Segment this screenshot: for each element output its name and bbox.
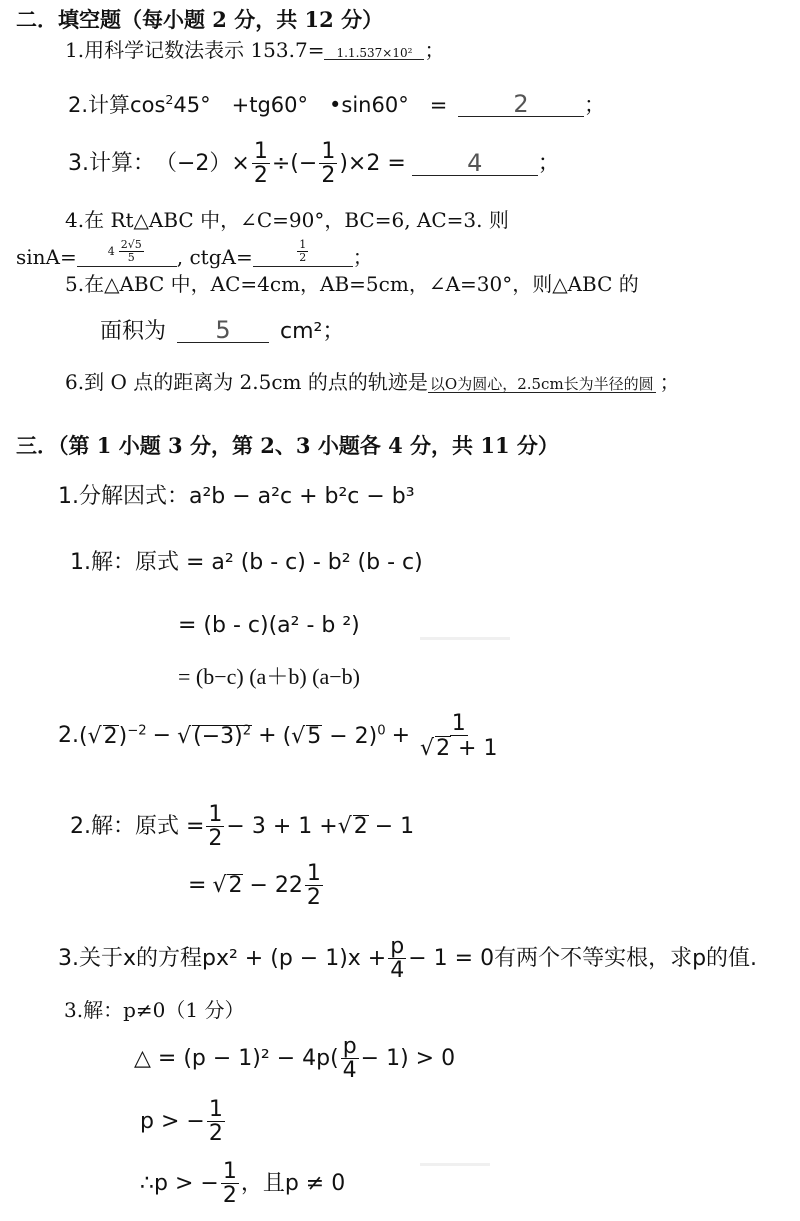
q3-expr-c: )×2 =: [339, 150, 406, 176]
q3-answer: 4: [467, 149, 483, 178]
q3-frac2-den: 2: [321, 163, 336, 189]
p3-ineq: p > −: [140, 1108, 205, 1134]
p2-q-term3: $(√5 - 2)^0$: [282, 723, 386, 749]
q6-suffix: ；: [659, 370, 680, 394]
q4-ctg-den: 2: [299, 250, 307, 264]
q4-sin-fraction: [119, 239, 144, 263]
q3-fraction-2: [319, 140, 337, 187]
q3-frac1-num: 1: [253, 139, 268, 164]
q6-answer-blank: [428, 377, 656, 393]
q4-line2: [16, 236, 373, 267]
q2-answer: 2: [513, 90, 529, 118]
p3-delta-line: [134, 1035, 455, 1082]
section3-heading: 三．（第 1 小题 3 分，第 2、3 小题各 4 分，共 11 分）: [16, 433, 559, 458]
p3-conc-fraction: $\frac{1}{2}$: [222, 1159, 237, 1209]
q3-expr-b: ÷(−: [271, 150, 318, 176]
p3-question-fraction: $\frac{p}{4}$: [390, 934, 405, 984]
q2-label: 2.计算: [68, 93, 131, 117]
p2-q-label: 2.: [58, 723, 79, 749]
p1-solution-line1: 1.解：原式 = a² (b - c) - b² (b - c): [70, 550, 423, 575]
q2-expr-b: 45° +tg60° •sin60° =: [173, 93, 448, 117]
q3-frac2-num: 1: [321, 139, 336, 164]
p2-solution-line2: [188, 862, 325, 909]
q3-frac1-den: 2: [253, 163, 268, 189]
p2-sol-b: − 1: [374, 813, 415, 839]
p2-solution-line1: [70, 803, 414, 850]
scan-smudge-2: [420, 1163, 490, 1166]
p3-solution-line1: 3.解：p≠0（1 分）: [64, 998, 245, 1022]
q3-suffix: ；: [537, 150, 560, 176]
q2-exponent: 2: [165, 92, 174, 107]
q1-prefix: 1.用科学记数法表示 153.7=: [65, 38, 325, 62]
p3-conc-a: ∴p > −: [140, 1170, 219, 1196]
q4-sin-coef: 4: [107, 244, 115, 258]
q5-answer: 5: [215, 316, 231, 344]
p2-sol-a: − 3 + 1 +: [226, 813, 338, 839]
p2-q-fraction: $\frac{1}{√2 + 1}$: [420, 711, 498, 762]
q4-ctg-fraction: [297, 239, 308, 263]
q3-fraction-1: [252, 140, 270, 187]
p2-q-minus: −: [152, 723, 172, 749]
p3-delta-a: △ = (p − 1)² − 4p(: [134, 1045, 339, 1071]
q6-line: [65, 372, 680, 393]
p3-ineq-fraction: $\frac{1}{2}$: [208, 1097, 223, 1147]
q4-ctg-num: 1: [299, 237, 307, 251]
q3-answer-blank: [412, 151, 538, 176]
p2-question: [58, 712, 501, 760]
q1-answer: 1.1.537×10²: [336, 46, 413, 60]
q3-expr-a: （−2）×: [155, 150, 250, 176]
q4-sin-num: 2√5: [120, 237, 142, 251]
p2-q-plus2: +: [391, 723, 411, 749]
q2-expr-a: cos: [130, 93, 166, 117]
p3-delta-fraction: $\frac{p}{4}$: [342, 1034, 357, 1084]
q4-sin-den: 5: [127, 250, 135, 264]
p2-sol2-mixed-whole: 2: [288, 872, 303, 898]
p2-sol2-b: − 2: [249, 872, 289, 898]
q3-label: 3.计算：: [68, 150, 155, 176]
p2-sol2-sqrt2: √2: [212, 873, 243, 899]
p1-solution-line3: = (b−c) (a＋b) (a−b): [178, 664, 360, 689]
q5-label: 面积为: [100, 319, 167, 344]
q4-sin-answer-blank: [77, 236, 177, 267]
q1-line: [65, 40, 444, 60]
q4-sin-label: sinA=: [16, 245, 77, 269]
p3-conc-b: ，且p ≠ 0: [240, 1170, 346, 1196]
p2-sol-sqrt2: √2: [337, 814, 368, 840]
p3-inequality-line: [140, 1098, 227, 1145]
p2-sol-half: $\frac{1}{2}$: [208, 802, 223, 852]
q6-answer: 以O为圆心，2.5cm长为半径的圆: [429, 375, 654, 393]
q6-prefix: 6.到 O 点的距离为 2.5cm 的点的轨迹是: [65, 370, 428, 394]
p3-delta-b: − 1) > 0: [360, 1045, 456, 1071]
p3-question: [58, 935, 757, 982]
p2-q-term2: $√(-3)^2$: [177, 723, 252, 749]
q2-answer-blank: [458, 92, 584, 117]
q5-line1: 5.在△ABC 中，AC=4cm，AB=5cm，∠A=30°，则△ABC 的: [65, 272, 639, 296]
p2-q-plus1: +: [258, 723, 277, 749]
p3-conclusion-line: [140, 1160, 345, 1207]
q2-line: [68, 92, 605, 117]
q5-answer-blank: [177, 318, 269, 343]
q5-line2: [100, 318, 344, 343]
q3-line: [68, 140, 560, 187]
q4-ctg-answer-blank: [253, 236, 353, 267]
q4-ctg-label: , ctgA=: [176, 245, 253, 269]
p3-question-a: 3.关于x的方程px² + (p − 1)x +: [58, 945, 387, 971]
q1-answer-blank: [324, 47, 424, 60]
p1-question: 1.分解因式：a²b − a²c + b²c − b³: [58, 484, 415, 509]
q4-line1: 4.在 Rt△ABC 中，∠C=90°，BC=6, AC=3. 则: [65, 208, 509, 232]
p2-sol2-eq: =: [188, 872, 207, 898]
p2-sol-label: 2.解：原式 =: [70, 813, 205, 839]
q4-suffix: ；: [352, 245, 373, 269]
p3-question-b: − 1 = 0有两个不等实根，求p的值.: [408, 945, 758, 971]
section2-heading: 二．填空题（每小题 2 分，共 12 分）: [16, 7, 384, 32]
p2-sol2-mixed-frac: $\frac{1}{2}$: [306, 861, 321, 911]
p1-solution-line2: = (b - c)(a² - b ²): [178, 613, 360, 638]
scan-smudge: [420, 637, 510, 640]
q2-suffix: ；: [584, 93, 605, 117]
q5-unit: cm²；: [280, 319, 345, 344]
p2-q-term1: $(√2)^{-2}$: [79, 723, 147, 749]
q1-suffix: ；: [424, 38, 445, 62]
